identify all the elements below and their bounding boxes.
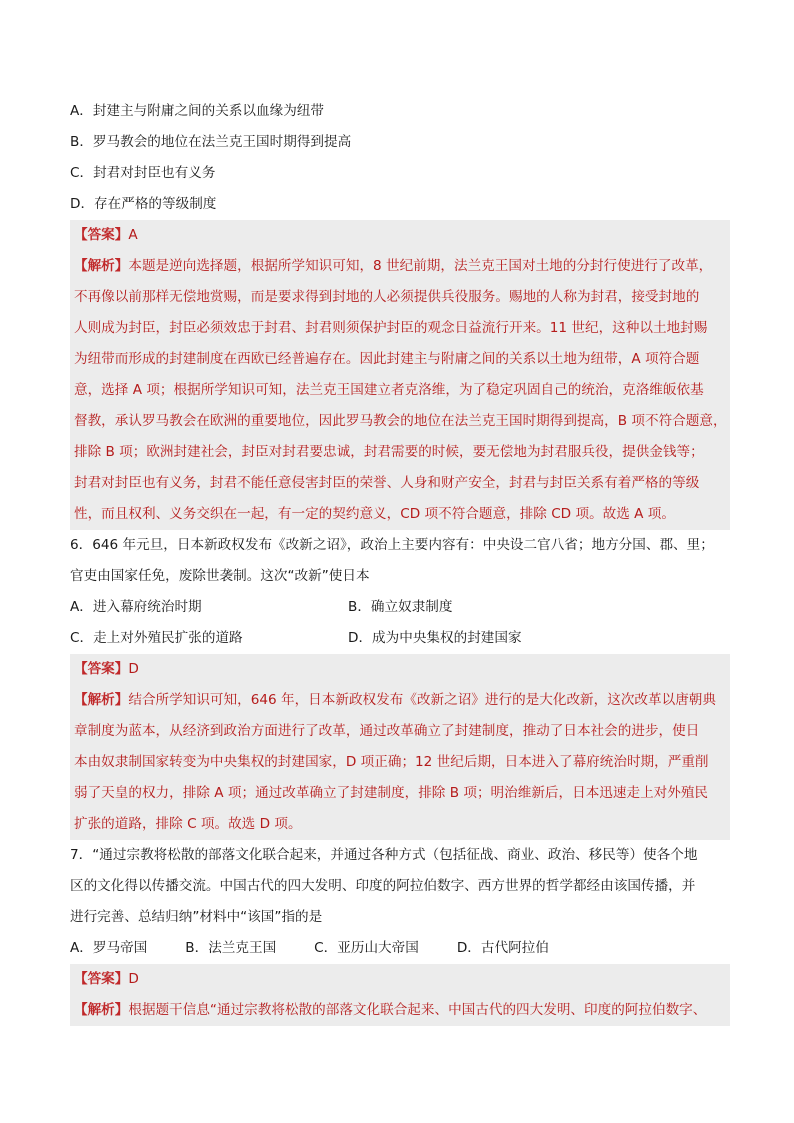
question-stem: 官吏由国家任免，废除世袭制。这次“改新”使日本 — [70, 568, 370, 584]
question-stem: 区的文化得以传播交流。中国古代的四大发明、印度的阿拉伯数字、西方世界的哲学都经由该国传播，并 — [70, 878, 696, 894]
option-row — [70, 592, 730, 623]
option-a: A．封建主与附庸之间的关系以血缘为纽带 — [70, 103, 324, 119]
answer-box — [70, 220, 730, 251]
analysis-tag: 【解析】 — [74, 1002, 129, 1018]
answer-tag: 【答案】 — [74, 227, 129, 243]
option-row — [70, 623, 730, 654]
analysis-tag: 【解析】 — [74, 692, 129, 708]
analysis-line: 性，而且权利、义务交织在一起，有一定的契约意义，CD 项不符合题意，排除 CD 项。故选 A 项。 — [74, 506, 675, 522]
analysis-line: 不再像以前那样无偿地赏赐，而是要求得到封地的人必须提供兵役服务。赐地的人称为封君，接受封地的 — [74, 289, 700, 305]
analysis-line: 督教，承认罗马教会在欧洲的重要地位，因此罗马教会的地位在法兰克王国时期得到提高，B 项不符合题意， — [74, 413, 727, 429]
answer-box — [70, 654, 730, 685]
document-page — [70, 96, 730, 1026]
analysis-text: 根据题干信息“通过宗教将松散的部落文化联合起来、中国古代的四大发明、印度的阿拉伯数字、 — [128, 1002, 707, 1018]
analysis-text: 结合所学知识可知，646 年，日本新政权发布《改新之诏》进行的是大化改新，这次改革以唐朝典 — [128, 692, 716, 708]
option-a: A．罗马帝国 — [70, 940, 148, 956]
analysis-line: 封君对封臣也有义务，封君不能任意侵害封臣的荣誉、人身和财产安全，封君与封臣关系有着严格的等级 — [74, 475, 700, 491]
analysis-line — [74, 995, 730, 1026]
analysis-line: 为纽带而形成的封建制度在西欧已经普遍存在。因此封建主与附庸之间的关系以土地为纽带，A 项符合题 — [74, 351, 700, 367]
analysis-line — [74, 251, 730, 282]
answer-box — [70, 964, 730, 995]
question-stem: 进行完善、总结归纳”材料中“该国”指的是 — [70, 909, 323, 925]
analysis-line — [74, 685, 730, 716]
option-row — [70, 933, 730, 964]
option-c: C．亚历山大帝国 — [314, 940, 419, 956]
question-stem: 6．646 年元旦，日本新政权发布《改新之诏》，政治上主要内容有：中央设二官八省；地方分国、郡、里； — [70, 537, 714, 553]
answer-tag: 【答案】 — [74, 971, 129, 987]
analysis-line: 本由奴隶制国家转变为中央集权的封建国家，D 项正确；12 世纪后期，日本进入了幕府统治时期，严重削 — [74, 754, 709, 770]
option-b: B．法兰克王国 — [185, 940, 277, 956]
analysis-box — [70, 685, 730, 840]
option-d: D．存在严格的等级制度 — [70, 196, 217, 212]
analysis-tag: 【解析】 — [74, 258, 129, 274]
option-a: A．进入幕府统治时期 — [70, 599, 202, 615]
analysis-box — [70, 251, 730, 530]
option-c: C．封君对封臣也有义务 — [70, 165, 216, 181]
question-7 — [70, 840, 730, 1026]
analysis-line: 扩张的道路，排除 C 项。故选 D 项。 — [74, 816, 302, 832]
question-stem: 7．“通过宗教将松散的部落文化联合起来，并通过各种方式（包括征战、商业、政治、移民等）使各个地 — [70, 847, 698, 863]
answer-tag: 【答案】 — [74, 661, 129, 677]
analysis-line: 意，选择 A 项；根据所学知识可知，法兰克王国建立者克洛维，为了稳定巩固自己的统治，克洛维皈依基 — [74, 382, 704, 398]
question-6 — [70, 530, 730, 840]
analysis-line: 弱了天皇的权力，排除 A 项；通过改革确立了封建制度，排除 B 项；明治维新后，日本迅速走上对外殖民 — [74, 785, 709, 801]
analysis-line: 人则成为封臣，封臣必须效忠于封君、封君则须保护封臣的观念日益流行开来。11 世纪，这种以土地封赐 — [74, 320, 708, 336]
analysis-line: 排除 B 项；欧洲封建社会，封臣对封君要忠诚，封君需要的时候，要无偿地为封君服兵役，提供金钱等； — [74, 444, 704, 460]
question-5 — [70, 96, 730, 530]
answer-value: D — [128, 971, 139, 987]
answer-value: D — [128, 661, 139, 677]
option-b: B．确立奴隶制度 — [348, 599, 453, 615]
analysis-box — [70, 995, 730, 1026]
analysis-text: 本题是逆向选择题，根据所学知识可知，8 世纪前期，法兰克王国对土地的分封行使进行了改革， — [128, 258, 713, 274]
option-c: C．走上对外殖民扩张的道路 — [70, 630, 243, 646]
answer-value: A — [128, 227, 138, 243]
option-d: D．古代阿拉伯 — [456, 940, 549, 956]
analysis-line: 章制度为蓝本，从经济到政治方面进行了改革，通过改革确立了封建制度，推动了日本社会的进步，使日 — [74, 723, 700, 739]
option-d: D．成为中央集权的封建国家 — [348, 630, 522, 646]
option-b: B．罗马教会的地位在法兰克王国时期得到提高 — [70, 134, 352, 150]
